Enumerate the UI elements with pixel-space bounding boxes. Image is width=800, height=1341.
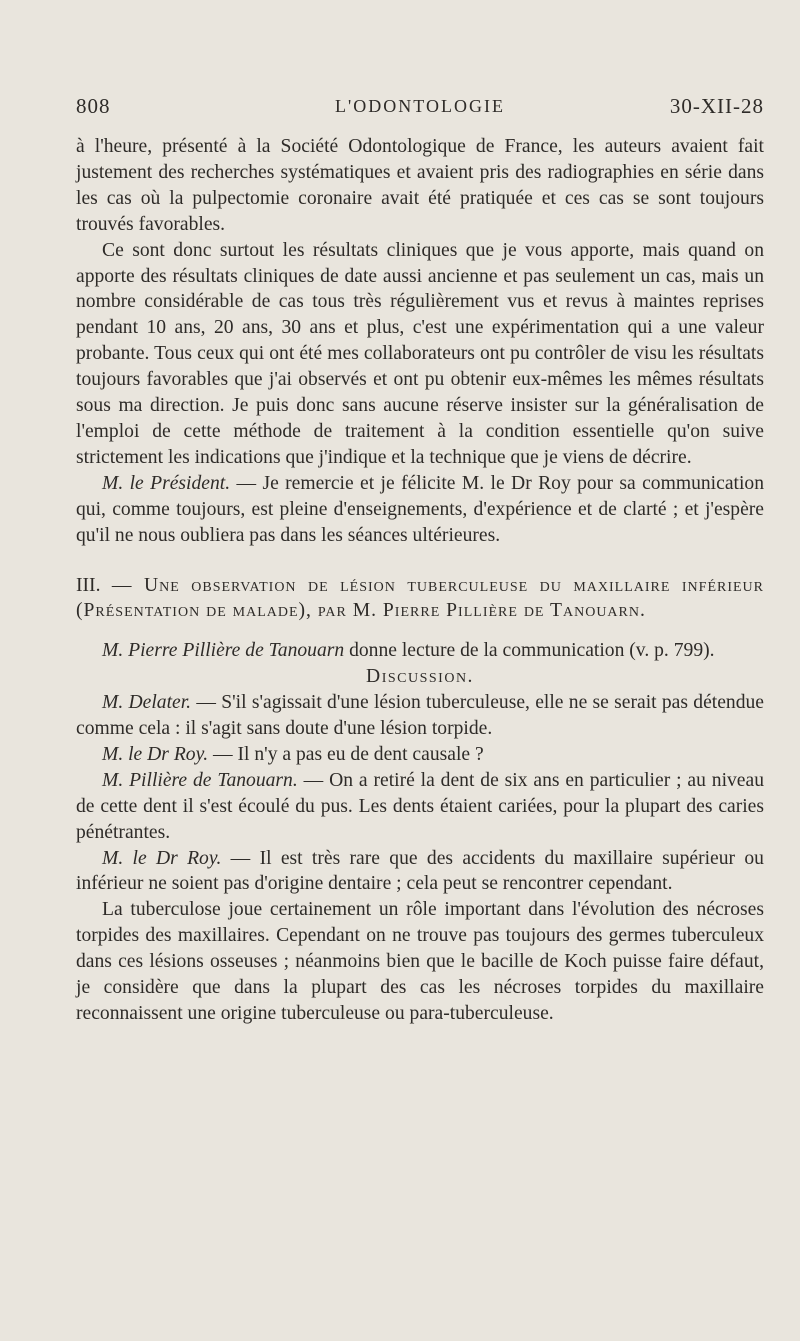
journal-title: L'ODONTOLOGIE [335, 96, 505, 116]
paragraph-text: donne lecture de la communication (v. p. 799). [344, 640, 715, 662]
speaker-name: M. le Président. [102, 472, 231, 494]
paragraph [76, 742, 764, 768]
section-title: — Une observation de lésion tuberculeuse du maxillaire inférieur (Présentation de malade), par M. Pierre Pillière de Tanouarn. [76, 574, 764, 622]
speaker-name: M. Pillière de Tanouarn. [102, 769, 298, 791]
speaker-name: M. Delater. [102, 692, 192, 714]
paragraph: Ce sont donc surtout les résultats cliniques que je vous apporte, mais quand on apporte des résultats cliniques de date aussi ancienne et pas seulement un cas, mais un nombre considérable de cas tous très régulièrement vus et revus à maintes reprises pendant 10 ans, 20 ans, 30 ans et plus, c'est une expérimentation qui a une valeur probante. Tous ceux qui ont été mes collaborateurs ont pu contrôler de visu les résultats toujours favorables que j'ai observés et ont pu obtenir eux-mêmes les mêmes résultats sous ma direction. Je puis donc sans aucune réserve insister sur la généralisation de l'emploi de cette méthode de traitement à la condition essentielle qu'on suive strictement les indications que j'indique et la technique que je viens de décrire. [76, 239, 764, 468]
paragraph: à l'heure, présenté à la Société Odontologique de France, les auteurs avaient fait justement des recherches systématiques et avaient pris des radiographies en série dans les cas où la pulpectomie coronaire avait été pratiquée et ces cas se sont toujours trouvés favorables. [76, 136, 764, 235]
speaker-name: M. le Dr Roy. [102, 743, 209, 765]
discussion-heading: Discussion. [366, 666, 474, 688]
paragraph-text: — Je remercie et je félicite M. le Dr Roy pour sa communication qui, comme toujours, est pleine d'enseignements, d'expérience et de clarté ; et j'espère qu'il ne nous oubliera pas dans les séances ultérieures. [76, 472, 764, 546]
paragraph-text: — On a retiré la dent de six ans en particulier ; au niveau de cette dent il s'est écoulé du pus. Les dents étaient cariées, pour la plupart des caries pénétrantes. [76, 769, 764, 843]
paragraph [76, 768, 764, 846]
paragraph-text: — Il n'y a pas eu de dent causale ? [208, 743, 484, 765]
section-number: III. [76, 574, 101, 596]
paragraph-text: — S'il s'agissait d'une lésion tuberculeuse, elle ne se serait pas détendue comme cela : il s'agit sans doute d'une lésion torpide. [76, 692, 764, 740]
body-text [76, 134, 764, 1027]
paragraph-text: — Il est très rare que des accidents du maxillaire supérieur ou inférieur ne soient pas d'origine dentaire ; cela peut se rencontrer cependant. [76, 847, 764, 895]
paragraph [76, 471, 764, 549]
paragraph [76, 690, 764, 742]
paragraph: La tuberculose joue certainement un rôle important dans l'évolution des nécroses torpides des maxillaires. Cependant on ne trouve pas toujours des germes tuberculeux dans ces lésions osseuses ; néanmoins bien que le bacille de Koch puisse faire défaut, je considère que dans la plupart des cas les nécroses torpides du maxillaire reconnaissent une origine tuberculeuse ou para-tuberculeuse. [76, 899, 764, 1024]
speaker-name: M. Pierre Pillière de Tanouarn [102, 640, 345, 662]
page-number: 808 [76, 94, 111, 118]
speaker-name: M. le Dr Roy. [102, 847, 222, 869]
running-header [76, 94, 764, 124]
paragraph [76, 638, 764, 664]
issue-date: 30-XII-28 [669, 94, 764, 118]
section-heading [76, 573, 764, 625]
paragraph [76, 846, 764, 898]
